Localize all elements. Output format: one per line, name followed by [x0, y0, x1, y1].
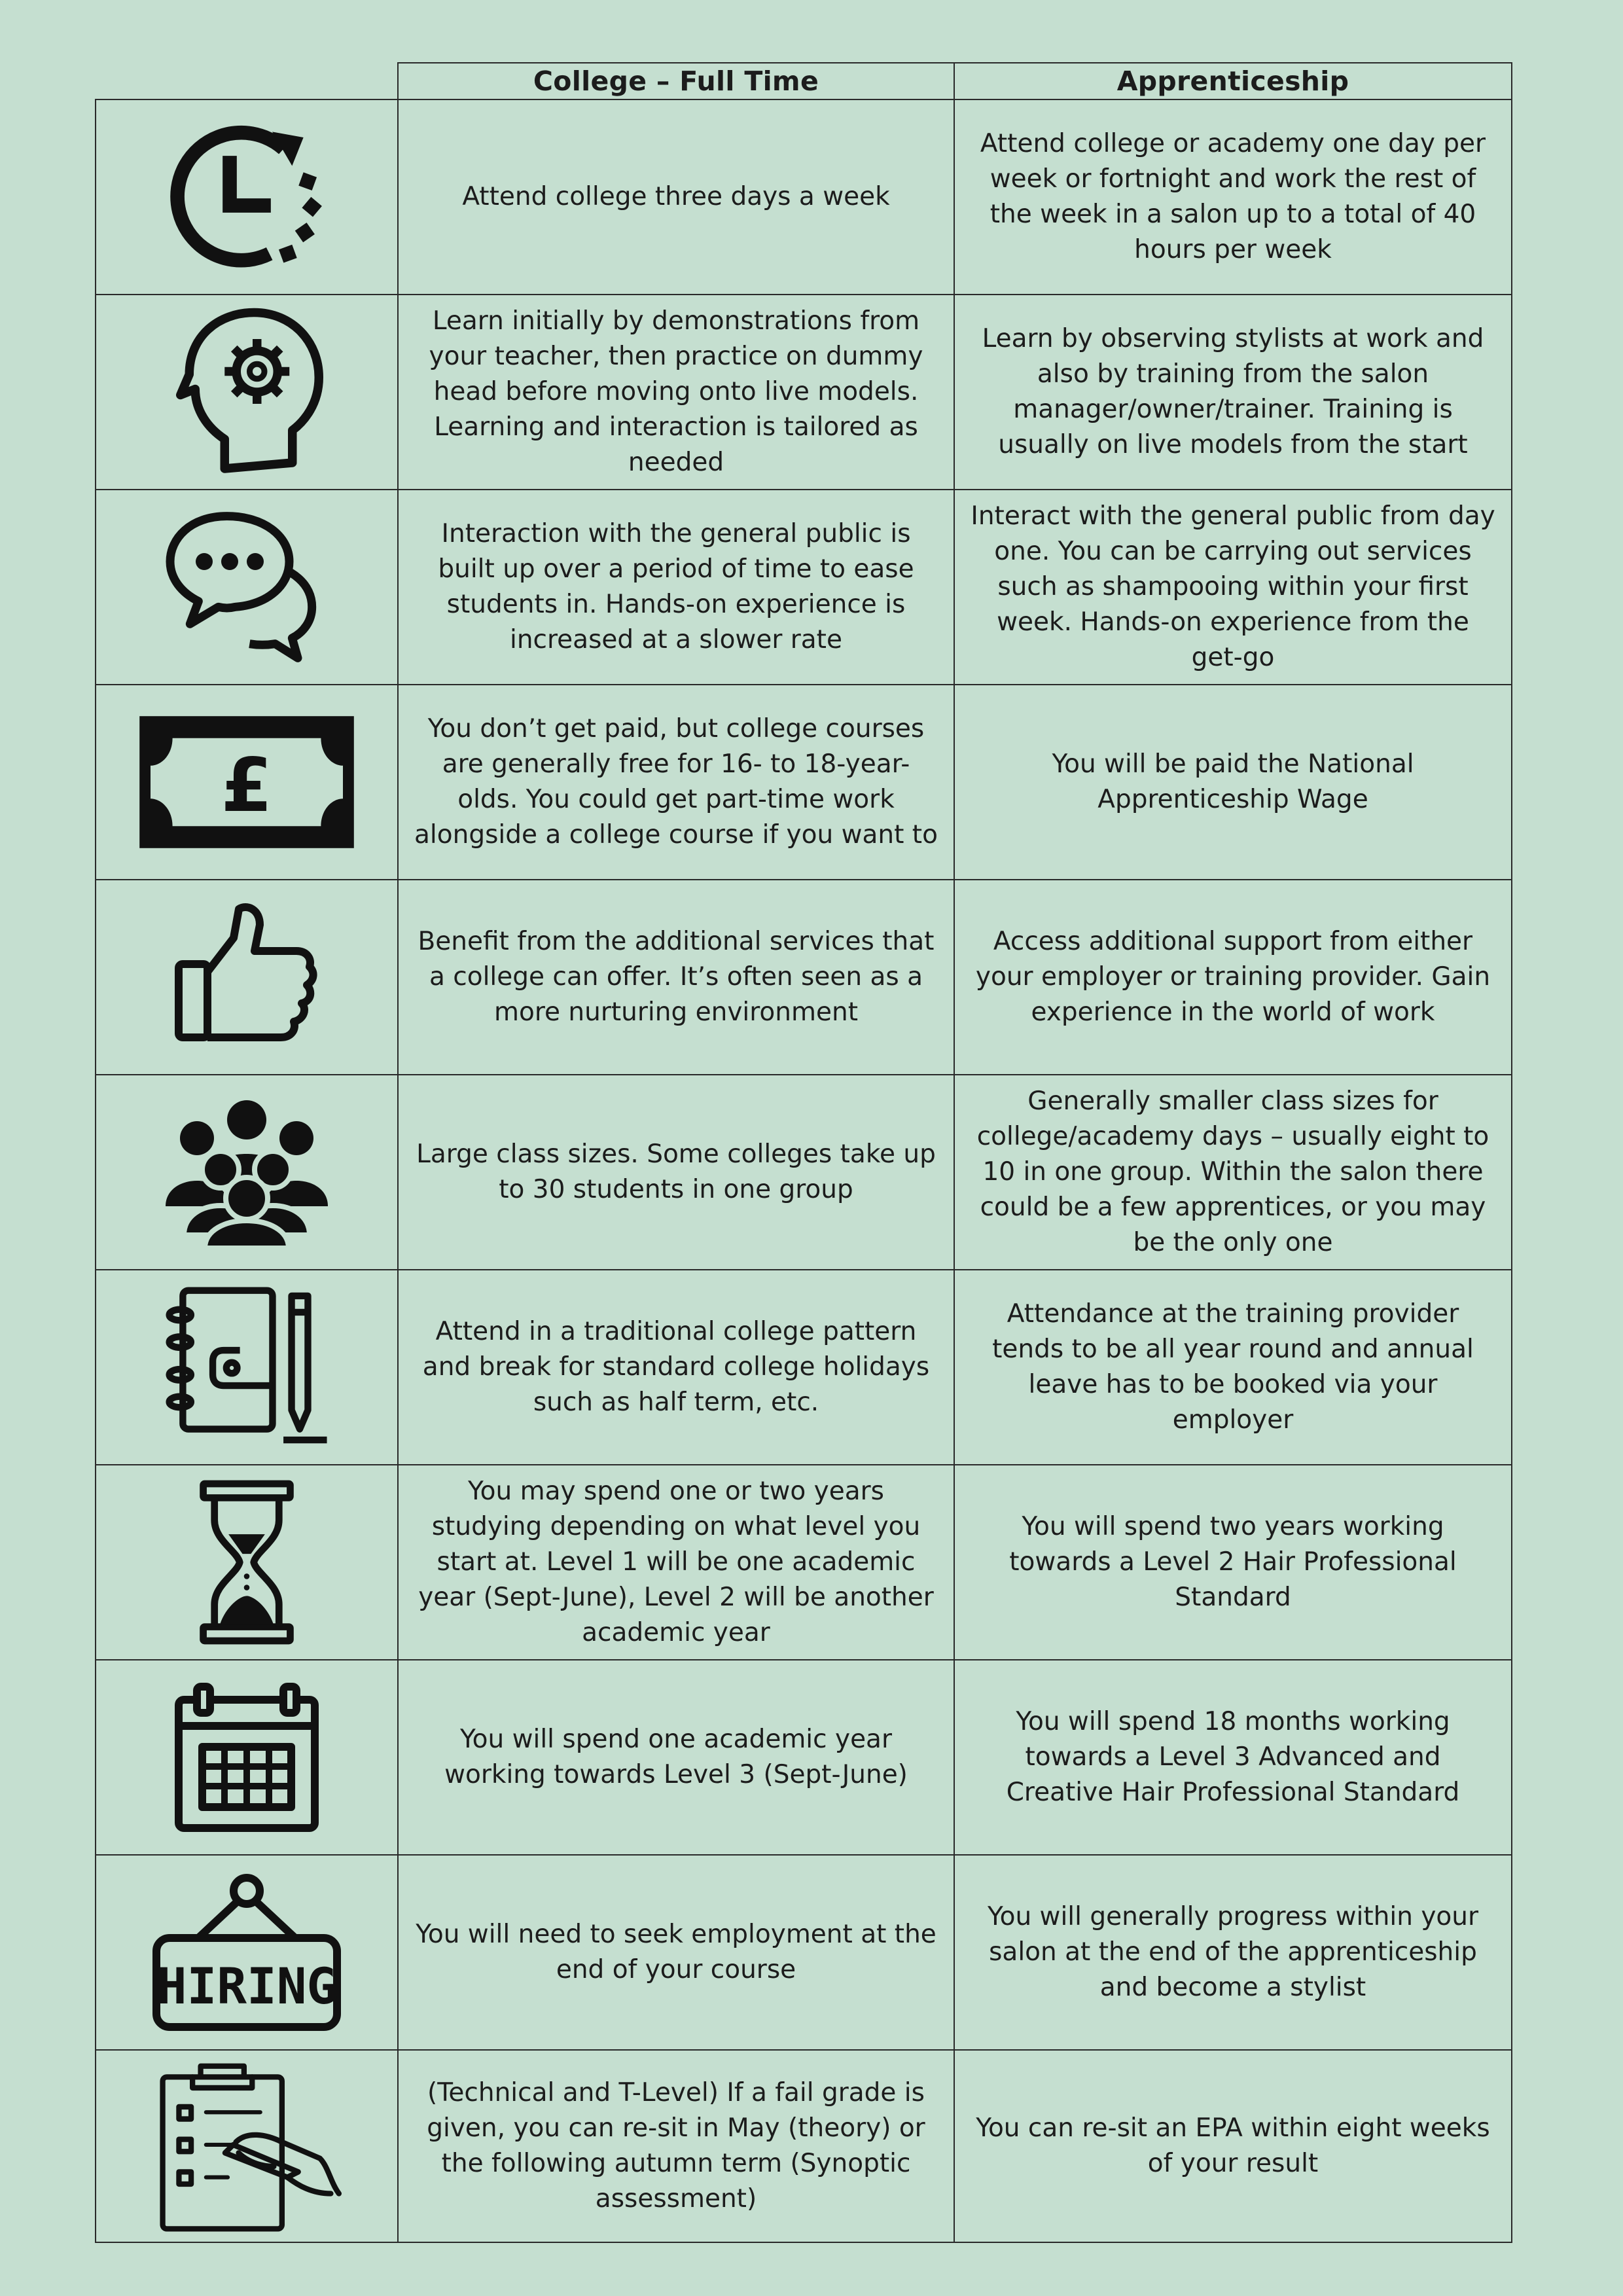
- icon-cell: [95, 684, 399, 880]
- table-row: [95, 99, 1512, 295]
- table-row: [95, 684, 1512, 880]
- college-cell: Attend college three days a week: [397, 99, 955, 295]
- college-cell: You will need to seek employment at the end of your course: [397, 1854, 955, 2051]
- icon-cell: [95, 489, 399, 685]
- table-row: [95, 2049, 1512, 2243]
- table-row: [95, 1074, 1512, 1270]
- group-people-icon: [155, 1094, 338, 1251]
- table-row: [95, 489, 1512, 685]
- college-cell: You may spend one or two years studying depending on what level you start at. Level 1 will be one academic year (Sept-June), Level 2 will be another academic year: [397, 1464, 955, 1660]
- table-row: [95, 1854, 1512, 2051]
- apprenticeship-cell: You will spend two years working towards a Level 2 Hair Professional Standard: [954, 1464, 1512, 1660]
- clock-cycle-icon: [162, 112, 332, 282]
- pound-symbol: £: [221, 742, 273, 829]
- table-row: [95, 879, 1512, 1075]
- hiring-text: HIRING: [156, 1957, 337, 2015]
- college-cell: Attend in a traditional college pattern and break for standard college holidays such as half term, etc.: [397, 1269, 955, 1465]
- hourglass-icon: [198, 1477, 296, 1647]
- icon-cell: [95, 1269, 399, 1465]
- college-cell: Benefit from the additional services that a college can offer. It’s often seen as a more nurturing environment: [397, 879, 955, 1075]
- planner-pen-icon: [158, 1282, 335, 1452]
- head-gear-icon: [165, 304, 329, 480]
- apprenticeship-cell: Access additional support from either your employer or training provider. Gain experience in the world of work: [954, 879, 1512, 1075]
- icon-cell: [95, 2049, 399, 2243]
- icon-cell: [95, 1464, 399, 1660]
- clipboard-checklist-icon: [152, 2058, 342, 2234]
- apprenticeship-cell: You will spend 18 months working towards a Level 3 Advanced and Creative Hair Professional Standard: [954, 1659, 1512, 1856]
- apprenticeship-cell: Generally smaller class sizes for college/academy days – usually eight to 10 in one group. Within the salon there could be a few apprentices, or you may be the only one: [954, 1074, 1512, 1270]
- comparison-table: [95, 62, 1512, 2243]
- header-apprenticeship: Apprenticeship: [954, 62, 1512, 100]
- apprenticeship-cell: Attendance at the training provider tends to be all year round and annual leave has to be booked via your employer: [954, 1269, 1512, 1465]
- apprenticeship-cell: Learn by observing stylists at work and also by training from the salon manager/owner/trainer. Training is usually on live models from the start: [954, 294, 1512, 490]
- chat-bubbles-icon: [162, 502, 332, 672]
- icon-cell: [95, 99, 399, 295]
- hiring-sign-icon: [149, 1867, 345, 2037]
- icon-cell: [95, 1854, 399, 2051]
- icon-cell: [95, 879, 399, 1075]
- pound-banknote-icon: [135, 713, 358, 851]
- apprenticeship-cell: Interact with the general public from day one. You can be carrying out services such as shampooing within your first week. Hands-on experience from the get-go: [954, 489, 1512, 685]
- icon-cell: [95, 294, 399, 490]
- college-cell: Learn initially by demonstrations from your teacher, then practice on dummy head before moving onto live models. Learning and interaction is tailored as needed: [397, 294, 955, 490]
- thumbs-up-icon: [168, 899, 325, 1056]
- apprenticeship-cell: You will be paid the National Apprenticeship Wage: [954, 684, 1512, 880]
- table-row: [95, 1464, 1512, 1660]
- apprenticeship-cell: Attend college or academy one day per week or fortnight and work the rest of the week in a salon up to a total of 40 hours per week: [954, 99, 1512, 295]
- college-cell: Large class sizes. Some colleges take up to 30 students in one group: [397, 1074, 955, 1270]
- icon-cell: [95, 1074, 399, 1270]
- college-cell: (Technical and T-Level) If a fail grade is given, you can re-sit in May (theory) or the following autumn term (Synoptic assessment): [397, 2049, 955, 2243]
- header-college: College – Full Time: [397, 62, 955, 100]
- apprenticeship-cell: You will generally progress within your salon at the end of the apprenticeship and become a stylist: [954, 1854, 1512, 2051]
- table-row: [95, 294, 1512, 490]
- college-cell: Interaction with the general public is built up over a period of time to ease students in. Hands-on experience is increased at a slower rate: [397, 489, 955, 685]
- apprenticeship-cell: You can re-sit an EPA within eight weeks of your result: [954, 2049, 1512, 2243]
- college-cell: You don’t get paid, but college courses are generally free for 16- to 18-year-olds. You could get part-time work alongside a college course if you want to: [397, 684, 955, 880]
- calendar-icon: [168, 1679, 325, 1836]
- table-row: [95, 1659, 1512, 1856]
- college-cell: You will spend one academic year working towards Level 3 (Sept-June): [397, 1659, 955, 1856]
- table-row: [95, 1269, 1512, 1465]
- icon-cell: [95, 1659, 399, 1856]
